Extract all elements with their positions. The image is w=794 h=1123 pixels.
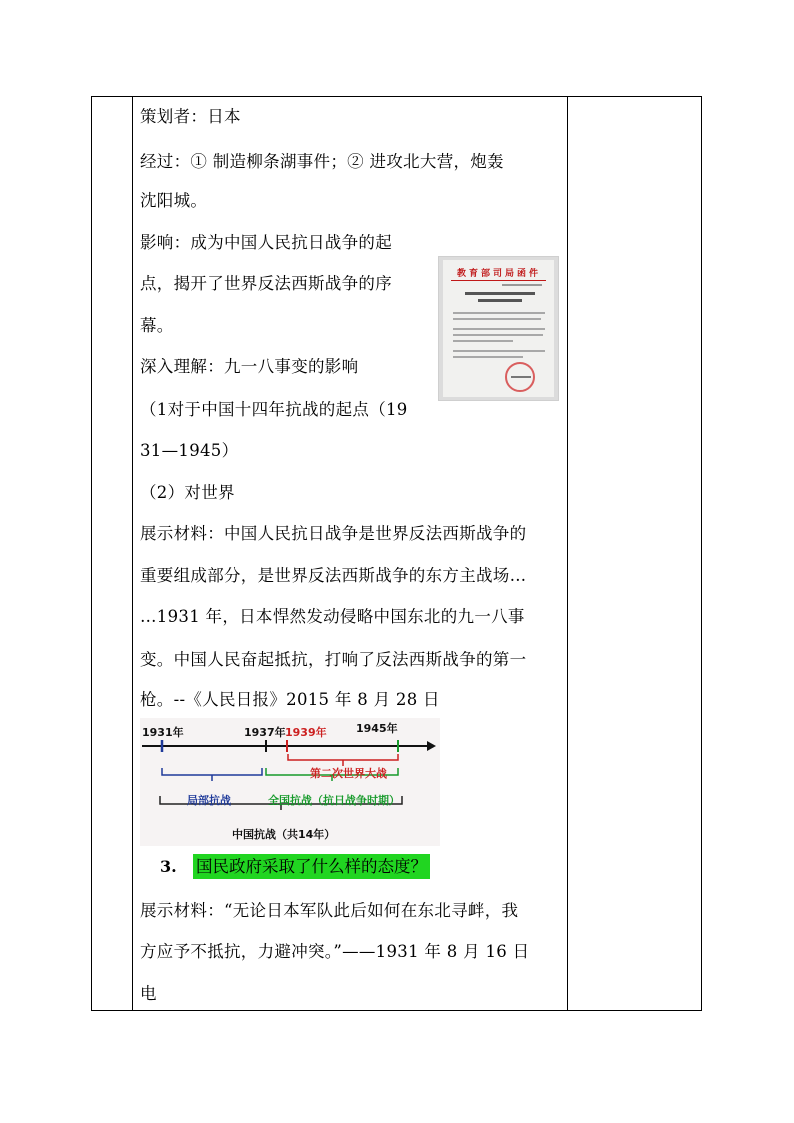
- ministry-letter-photo: [438, 256, 559, 401]
- year-label-1931: 1931年: [142, 726, 184, 739]
- letter-header-rule: [451, 280, 546, 281]
- letter-text-line: [453, 312, 545, 314]
- letter-title-line-2: [478, 299, 522, 302]
- point-1-line-a: （1对于中国十四年抗战的起点（19: [140, 400, 408, 419]
- process-line-2: 沈阳城。: [140, 191, 208, 210]
- telegram-line-1: 展示材料：“无论日本军队此后如何在东北寻衅，我: [140, 901, 519, 920]
- war-timeline-diagram: [140, 718, 440, 846]
- year-label-1939: 1939年: [285, 726, 327, 739]
- national-war-label: 全国抗战（抗日战争时期）: [268, 794, 400, 807]
- telegram-line-2: 方应予不抵抗，力避冲突。”——1931 年 8 月 16 日: [140, 942, 530, 961]
- impact-line-1: 影响：成为中国人民抗日战争的起: [140, 233, 392, 252]
- planner-line: 策划者：日本: [140, 107, 241, 126]
- letter-title-line: [465, 292, 535, 295]
- impact-line-3: 幕。: [140, 316, 174, 335]
- material-line-3: …1931 年，日本悍然发动侵略中国东北的九一八事: [140, 607, 525, 626]
- deep-understanding-line: 深入理解：九一八事变的影响: [140, 357, 359, 376]
- table-column-divider-right: [567, 97, 568, 1010]
- question-3-highlight: 国民政府采取了什么样的态度？: [193, 854, 430, 879]
- letter-header: 教育部司局函件: [457, 269, 542, 279]
- timeline-arrowhead: [427, 741, 436, 751]
- letter-paper: [443, 260, 554, 397]
- ww2-label: 第二次世界大战: [310, 767, 387, 780]
- point-1-line-b: 31—1945）: [140, 441, 239, 460]
- total-war-label: 中国抗战（共14年）: [232, 828, 336, 841]
- letter-sign-off: [511, 376, 531, 378]
- letter-text-line: [453, 328, 545, 330]
- process-line-1: 经过：① 制造柳条湖事件；② 进攻北大营，炮轰: [140, 152, 504, 171]
- local-war-label: 局部抗战: [187, 794, 231, 807]
- letter-text-line: [453, 318, 541, 320]
- year-label-1945: 1945年: [356, 722, 398, 735]
- letter-doc-number: [502, 284, 542, 286]
- letter-text-line: [453, 356, 523, 358]
- impact-line-2: 点，揭开了世界反法西斯战争的序: [140, 274, 392, 293]
- letter-text-line: [453, 340, 513, 342]
- question-3-number: 3.: [160, 857, 177, 876]
- material-line-5: 枪。--《人民日报》2015 年 8 月 28 日: [140, 690, 440, 709]
- letter-text-line: [453, 350, 545, 352]
- local-war-brace: [162, 768, 262, 781]
- material-line-2: 重要组成部分，是世界反法西斯战争的东方主战场…: [140, 566, 527, 585]
- table-column-divider-left: [132, 97, 133, 1010]
- point-2-line: （2）对世界: [140, 483, 235, 502]
- material-line-1: 展示材料：中国人民抗日战争是世界反法西斯战争的: [140, 524, 527, 543]
- year-label-1937: 1937年: [244, 726, 286, 739]
- material-line-4: 变。中国人民奋起抵抗，打响了反法西斯战争的第一: [140, 650, 527, 669]
- telegram-line-3: 电: [140, 984, 157, 1003]
- letter-text-line: [453, 334, 543, 336]
